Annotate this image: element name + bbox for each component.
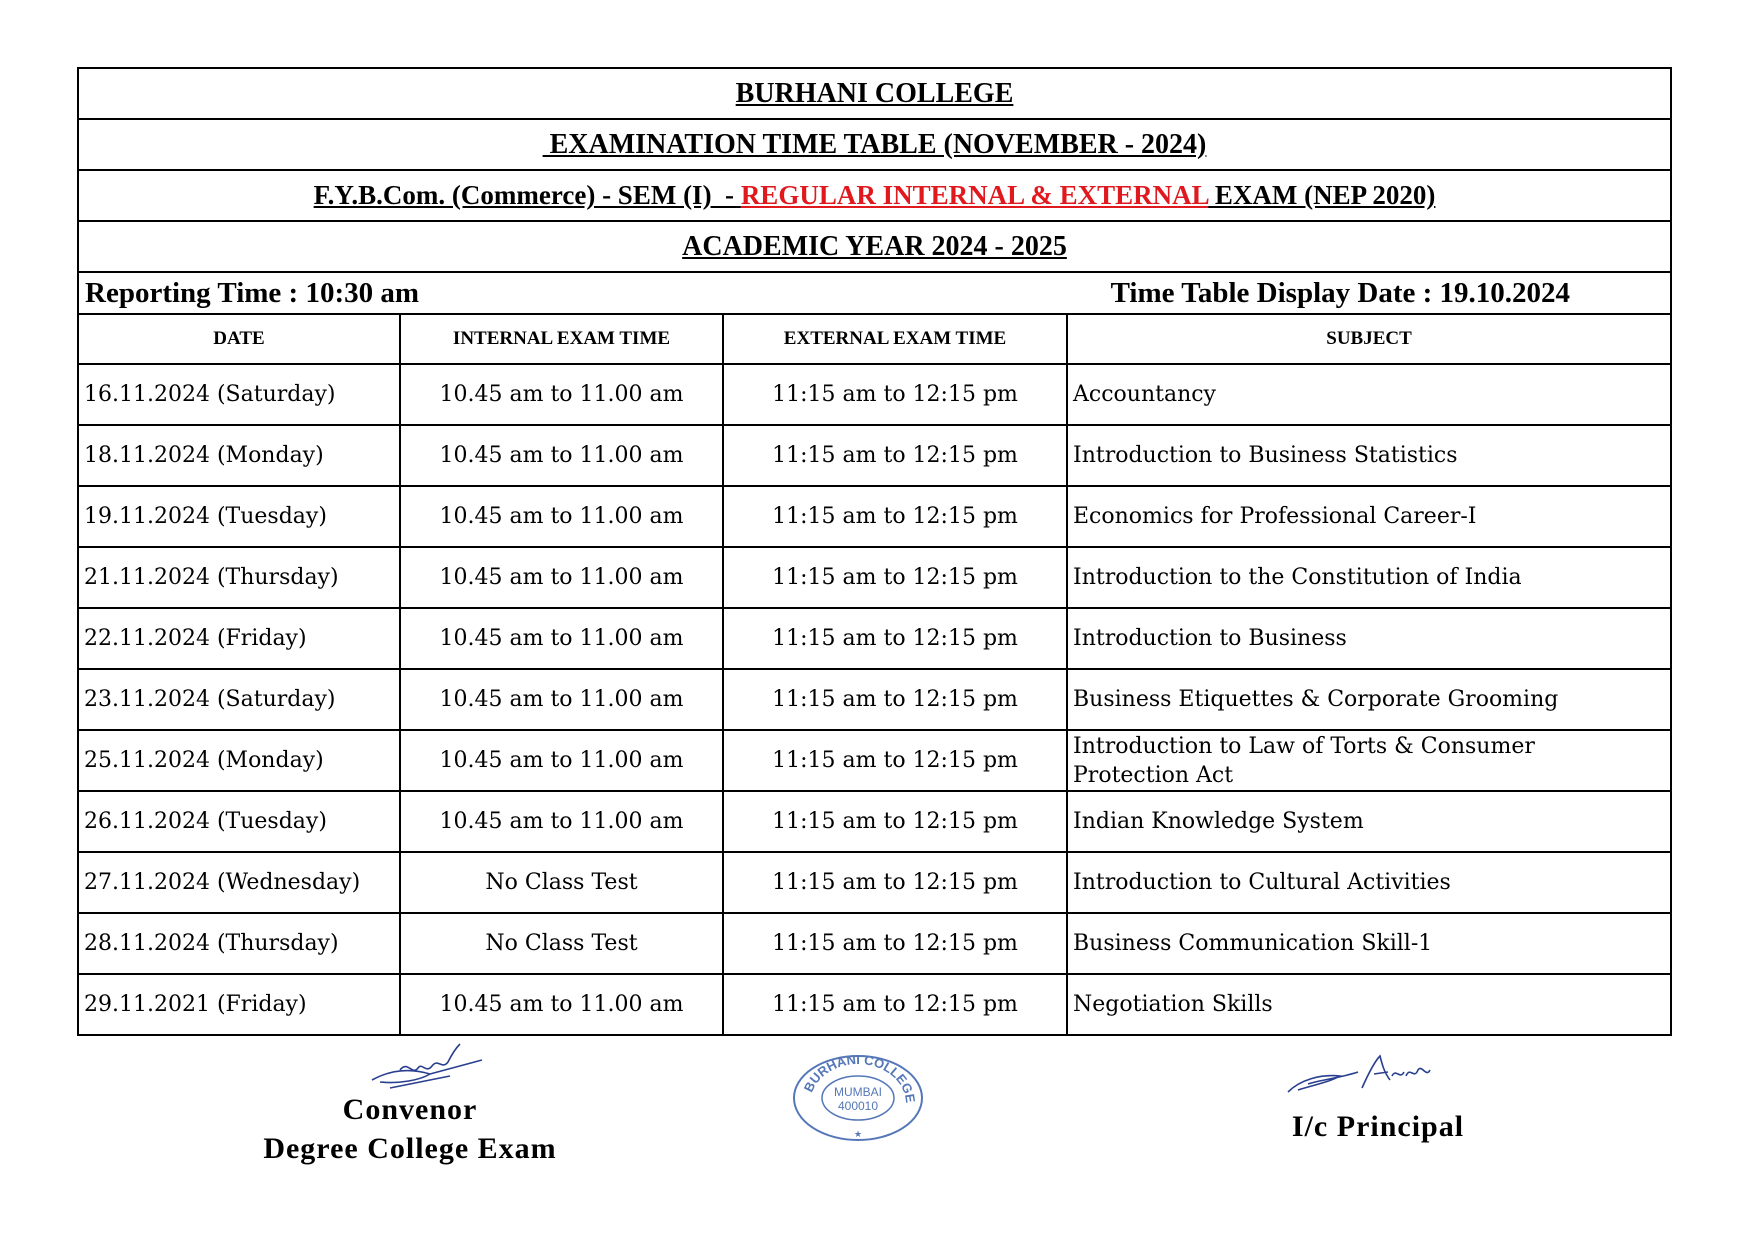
col-internal-header: INTERNAL EXAM TIME bbox=[400, 314, 723, 364]
external-time-cell: 11:15 am to 12:15 pm bbox=[723, 730, 1067, 791]
academic-year-row bbox=[78, 221, 1671, 272]
col-external-header: EXTERNAL EXAM TIME bbox=[723, 314, 1067, 364]
college-row bbox=[78, 68, 1671, 119]
date-cell: 29.11.2021 (Friday) bbox=[78, 974, 400, 1035]
internal-time-cell: 10.45 am to 11.00 am bbox=[400, 730, 723, 791]
date-cell: 27.11.2024 (Wednesday) bbox=[78, 852, 400, 913]
subject-cell: Business Etiquettes & Corporate Grooming bbox=[1067, 669, 1671, 730]
subject-cell: Introduction to Business Statistics bbox=[1067, 425, 1671, 486]
table-row bbox=[78, 669, 1671, 730]
principal-block bbox=[1218, 1110, 1538, 1144]
table-row bbox=[78, 364, 1671, 425]
table-row bbox=[78, 425, 1671, 486]
subject-cell: Negotiation Skills bbox=[1067, 974, 1671, 1035]
internal-time-cell: 10.45 am to 11.00 am bbox=[400, 669, 723, 730]
date-cell: 28.11.2024 (Thursday) bbox=[78, 913, 400, 974]
principal-title: I/c Principal bbox=[1291, 1110, 1465, 1143]
internal-time-cell: No Class Test bbox=[400, 852, 723, 913]
internal-time-cell: 10.45 am to 11.00 am bbox=[400, 974, 723, 1035]
external-time-cell: 11:15 am to 12:15 pm bbox=[723, 669, 1067, 730]
subject-cell: Introduction to Law of Torts & Consumer Protection Act bbox=[1067, 730, 1671, 791]
subject-cell: Business Communication Skill-1 bbox=[1067, 913, 1671, 974]
convenor-title: Convenor bbox=[342, 1093, 478, 1126]
subject-cell: Introduction to the Constitution of India bbox=[1067, 547, 1671, 608]
course-row bbox=[78, 170, 1671, 221]
course-name: F.Y.B.Com. (Commerce) - SEM (I) - bbox=[313, 180, 741, 210]
external-time-cell: 11:15 am to 12:15 pm bbox=[723, 547, 1067, 608]
table-row bbox=[78, 547, 1671, 608]
stamp-pin: 400010 bbox=[837, 1099, 879, 1113]
table-row bbox=[78, 730, 1671, 791]
date-cell: 26.11.2024 (Tuesday) bbox=[78, 791, 400, 852]
title-row bbox=[78, 119, 1671, 170]
date-cell: 18.11.2024 (Monday) bbox=[78, 425, 400, 486]
reporting-time: Reporting Time : 10:30 am bbox=[85, 276, 420, 309]
external-time-cell: 11:15 am to 12:15 pm bbox=[723, 486, 1067, 547]
col-subject-header: SUBJECT bbox=[1067, 314, 1671, 364]
subject-cell: Introduction to Cultural Activities bbox=[1067, 852, 1671, 913]
column-header-row bbox=[78, 314, 1671, 364]
exam-rows bbox=[78, 364, 1671, 1035]
stamp-college-text: BURHANI COLLEGE bbox=[800, 1052, 919, 1104]
exam-title: EXAMINATION TIME TABLE (NOVEMBER - 2024) bbox=[542, 128, 1207, 160]
table-row bbox=[78, 486, 1671, 547]
stamp-star-icon: ★ bbox=[853, 1130, 863, 1140]
external-time-cell: 11:15 am to 12:15 pm bbox=[723, 425, 1067, 486]
exam-type-highlight: REGULAR INTERNAL & EXTERNAL bbox=[740, 180, 1209, 210]
internal-time-cell: 10.45 am to 11.00 am bbox=[400, 547, 723, 608]
date-cell: 23.11.2024 (Saturday) bbox=[78, 669, 400, 730]
table-row bbox=[78, 913, 1671, 974]
external-time-cell: 11:15 am to 12:15 pm bbox=[723, 364, 1067, 425]
col-date-header: DATE bbox=[78, 314, 400, 364]
external-time-cell: 11:15 am to 12:15 pm bbox=[723, 791, 1067, 852]
internal-time-cell: 10.45 am to 11.00 am bbox=[400, 486, 723, 547]
display-date: Time Table Display Date : 19.10.2024 bbox=[1110, 276, 1571, 309]
date-cell: 21.11.2024 (Thursday) bbox=[78, 547, 400, 608]
timetable bbox=[77, 67, 1672, 1036]
convenor-subtitle: Degree College Exam bbox=[263, 1132, 557, 1165]
convenor-signature bbox=[360, 1040, 490, 1096]
academic-year: ACADEMIC YEAR 2024 - 2025 bbox=[682, 230, 1067, 262]
external-time-cell: 11:15 am to 12:15 pm bbox=[723, 974, 1067, 1035]
subject-cell: Economics for Professional Career-I bbox=[1067, 486, 1671, 547]
table-row bbox=[78, 791, 1671, 852]
date-cell: 19.11.2024 (Tuesday) bbox=[78, 486, 400, 547]
subject-cell: Accountancy bbox=[1067, 364, 1671, 425]
internal-time-cell: 10.45 am to 11.00 am bbox=[400, 791, 723, 852]
internal-time-cell: 10.45 am to 11.00 am bbox=[400, 425, 723, 486]
info-row bbox=[78, 272, 1671, 314]
principal-signature bbox=[1280, 1050, 1440, 1100]
internal-time-cell: No Class Test bbox=[400, 913, 723, 974]
convenor-block bbox=[200, 1090, 620, 1168]
timetable-sheet bbox=[77, 67, 1670, 1036]
table-row bbox=[78, 974, 1671, 1035]
subject-cell: Indian Knowledge System bbox=[1067, 791, 1671, 852]
external-time-cell: 11:15 am to 12:15 pm bbox=[723, 913, 1067, 974]
date-cell: 16.11.2024 (Saturday) bbox=[78, 364, 400, 425]
table-row bbox=[78, 608, 1671, 669]
college-stamp bbox=[788, 1052, 928, 1142]
table-row bbox=[78, 852, 1671, 913]
subject-cell: Introduction to Business bbox=[1067, 608, 1671, 669]
stamp-city: MUMBAI bbox=[834, 1085, 882, 1099]
college-name: BURHANI COLLEGE bbox=[735, 77, 1014, 109]
date-cell: 25.11.2024 (Monday) bbox=[78, 730, 400, 791]
external-time-cell: 11:15 am to 12:15 pm bbox=[723, 608, 1067, 669]
internal-time-cell: 10.45 am to 11.00 am bbox=[400, 364, 723, 425]
date-cell: 22.11.2024 (Friday) bbox=[78, 608, 400, 669]
internal-time-cell: 10.45 am to 11.00 am bbox=[400, 608, 723, 669]
exam-scheme: EXAM (NEP 2020) bbox=[1208, 180, 1436, 210]
external-time-cell: 11:15 am to 12:15 pm bbox=[723, 852, 1067, 913]
